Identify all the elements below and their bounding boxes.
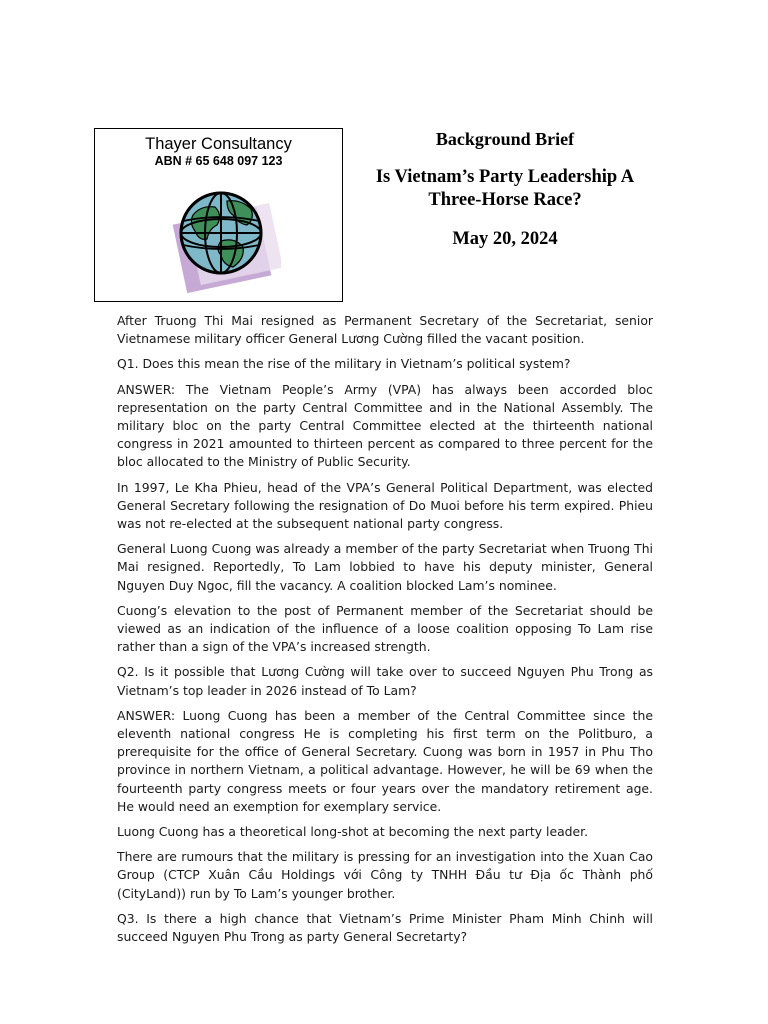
paragraph: Cuong’s elevation to the post of Permanent member of the Secretariat should be viewed as an indication of the influence of a loose coalition opposing To Lam rise rather than a sign of the VPA’s increased strength. bbox=[117, 602, 653, 655]
answer-paragraph: ANSWER: Luong Cuong has been a member of the Central Committee since the eleventh national congress He is completing his first term on the Politburo, a prerequisite for the office of General Secretary. Cuong was born in 1957 in Phu Tho province in northern Vietnam, a political advantage. However, he will be 69 when the fourteenth party congress meets or four years over the mandatory retirement age. He would need an exemption for exemplary service. bbox=[117, 707, 653, 814]
globe-icon bbox=[171, 185, 281, 295]
paragraph: There are rumours that the military is pressing for an investigation into the Xuan Cao Group (CTCP Xuân Cầu Holdings với Công ty TNHH Đầu tư Địa ốc Thành phố (CityLand)) run by To Lam’s younger brother. bbox=[117, 849, 653, 901]
brief-body bbox=[117, 312, 653, 953]
brief-header bbox=[352, 128, 658, 250]
question: Q3. Is there a high chance that Vietnam’s Prime Minister Pham Minh Chinh will succeed Nguyen Phu Trong as party General Secretarty? bbox=[117, 910, 653, 945]
question: Q1. Does this mean the rise of the military in Vietnam’s political system? bbox=[117, 356, 571, 372]
paragraph: After Truong Thi Mai resigned as Permanent Secretary of the Secretariat, senior Vietnamese military officer General Lương Cường filled the vacant position. bbox=[117, 313, 653, 347]
brief-title: Is Vietnam’s Party Leadership A Three-Horse Race? bbox=[375, 167, 635, 210]
abn-number: ABN # 65 648 097 123 bbox=[154, 154, 283, 168]
logo-box bbox=[94, 128, 343, 302]
question: Q2. Is it possible that Lương Cường will take over to succeed Nguyen Phu Trong as Vietnam’s top leader in 2026 instead of To Lam? bbox=[117, 664, 653, 698]
company-name: Thayer Consultancy bbox=[145, 135, 292, 153]
brief-date: May 20, 2024 bbox=[452, 229, 558, 249]
paragraph: Luong Cuong has a theoretical long-shot at becoming the next party leader. bbox=[117, 824, 589, 840]
answer-paragraph: ANSWER: The Vietnam People’s Army (VPA) has always been accorded bloc representation on the party Central Committee and in the National Assembly. The military bloc on the party Central Committee elected at the thirteenth national congress in 2021 amounted to thirteen percent as compared to three percent for the bloc allocated to the Ministry of Public Security. bbox=[117, 381, 653, 470]
paragraph: General Luong Cuong was already a member of the party Secretariat when Truong Thi Mai resigned. Reportedly, To Lam lobbied to have his deputy minister, General Nguyen Duy Ngoc, fill the vacancy. A coalition blocked Lam’s nominee. bbox=[117, 541, 653, 593]
paragraph: In 1997, Le Kha Phieu, head of the VPA’s General Political Department, was elected General Secretary following the resignation of Do Muoi before his term expired. Phieu was not re-elected at the subsequent national party congress. bbox=[117, 479, 653, 532]
brief-label: Background Brief bbox=[435, 129, 575, 149]
